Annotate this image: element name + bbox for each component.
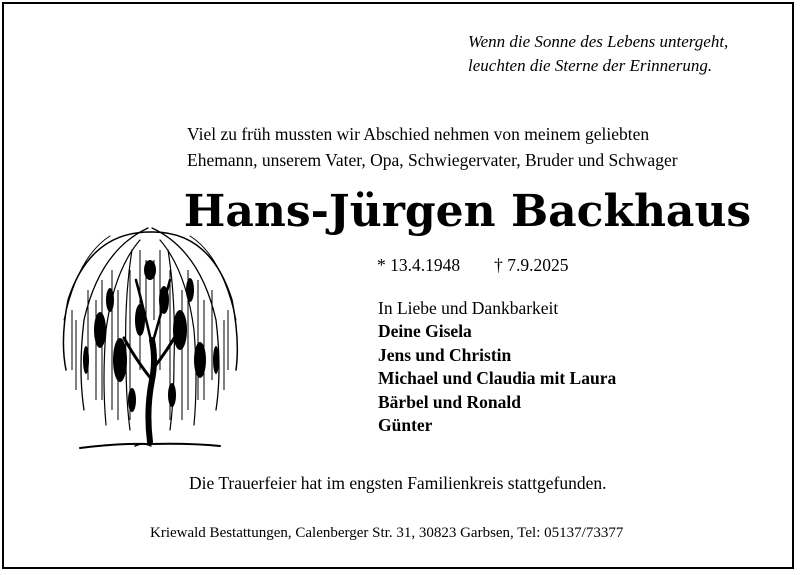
mourners-list: [378, 297, 616, 437]
mourners-heading: In Liebe und Dankbarkeit: [378, 298, 559, 318]
intro-text: [187, 121, 678, 173]
motto-line-2: leuchten die Sterne der Erinnerung.: [468, 56, 713, 75]
weeping-willow-icon: [40, 210, 260, 460]
mourner-name: Günter: [378, 415, 433, 436]
mourner-name: Bärbel und Ronald: [378, 391, 521, 412]
motto-line-1: Wenn die Sonne des Lebens untergeht,: [468, 32, 729, 51]
birth-date: * 13.4.1948: [377, 255, 461, 275]
intro-line-1: Viel zu früh mussten wir Abschied nehmen von meinem geliebten: [187, 124, 650, 144]
mourner-name: Michael und Claudia mit Laura: [378, 368, 617, 389]
motto-quote: [468, 30, 728, 78]
deceased-name: Hans-Jürgen Backhaus: [183, 186, 752, 237]
death-date: † 7.9.2025: [494, 255, 569, 275]
mourner-name: Jens und Christin: [378, 344, 512, 365]
intro-line-2: Ehemann, unserem Vater, Opa, Schwiegervater, Bruder und Schwager: [187, 150, 678, 170]
mourner-name: Deine Gisela: [378, 321, 472, 342]
funeral-home-contact: Kriewald Bestattungen, Calenberger Str. 31, 30823 Garbsen, Tel: 05137/73377: [150, 525, 624, 541]
service-note: Die Trauerfeier hat im engsten Familienkreis stattgefunden.: [189, 473, 607, 493]
life-dates: [377, 253, 569, 277]
